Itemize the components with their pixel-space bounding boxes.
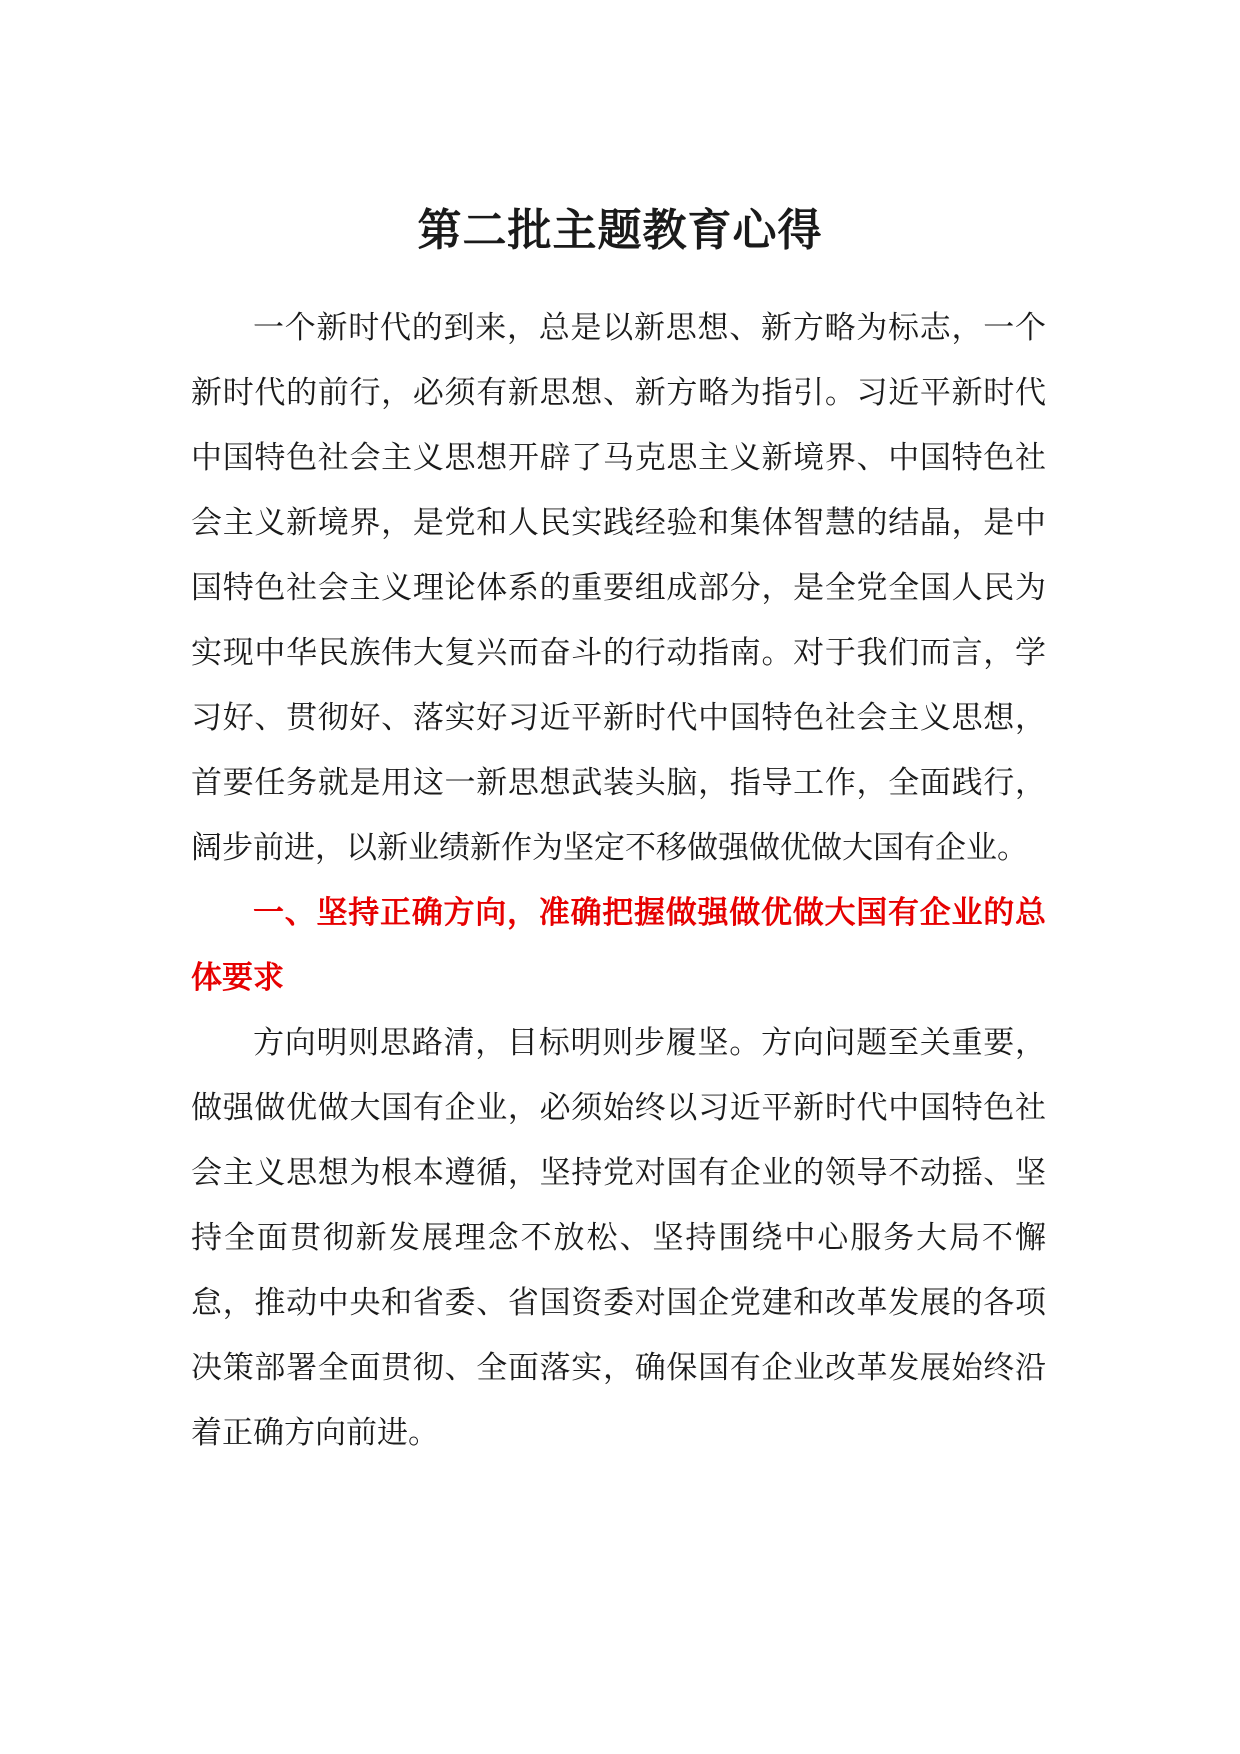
- document-title: 第二批主题教育心得: [417, 205, 823, 256]
- section-heading-1: 一、坚持正确方向，准确把握做强做优做大国有企业的总体要求: [191, 895, 1046, 996]
- paragraph-section-1: 方向明则思路清，目标明则步履坚。方向问题至关重要，做强做优做大国有企业，必须始终以习近平新时代中国特色社会主义思想为根本遵循，坚持党对国有企业的领导不动摇、坚持全面贯彻新发展理念不放松、坚持围绕中心服务大局不懈怠，推动中央和省委、省国资委对国企党建和改革发展的各项决策部署全面贯彻、全面落实，确保国有企业改革发展始终沿着正确方向前进。: [191, 1025, 1046, 1451]
- document-body: [191, 296, 1046, 1466]
- paragraph-intro: 一个新时代的到来，总是以新思想、新方略为标志，一个新时代的前行，必须有新思想、新方略为指引。习近平新时代中国特色社会主义思想开辟了马克思主义新境界、中国特色社会主义新境界，是党和人民实践经验和集体智慧的结晶，是中国特色社会主义理论体系的重要组成部分，是全党全国人民为实现中华民族伟大复兴而奋斗的行动指南。对于我们而言，学习好、贯彻好、落实好习近平新时代中国特色社会主义思想，首要任务就是用这一新思想武装头脑，指导工作，全面践行，阔步前进，以新业绩新作为坚定不移做强做优做大国有企业。: [191, 310, 1046, 866]
